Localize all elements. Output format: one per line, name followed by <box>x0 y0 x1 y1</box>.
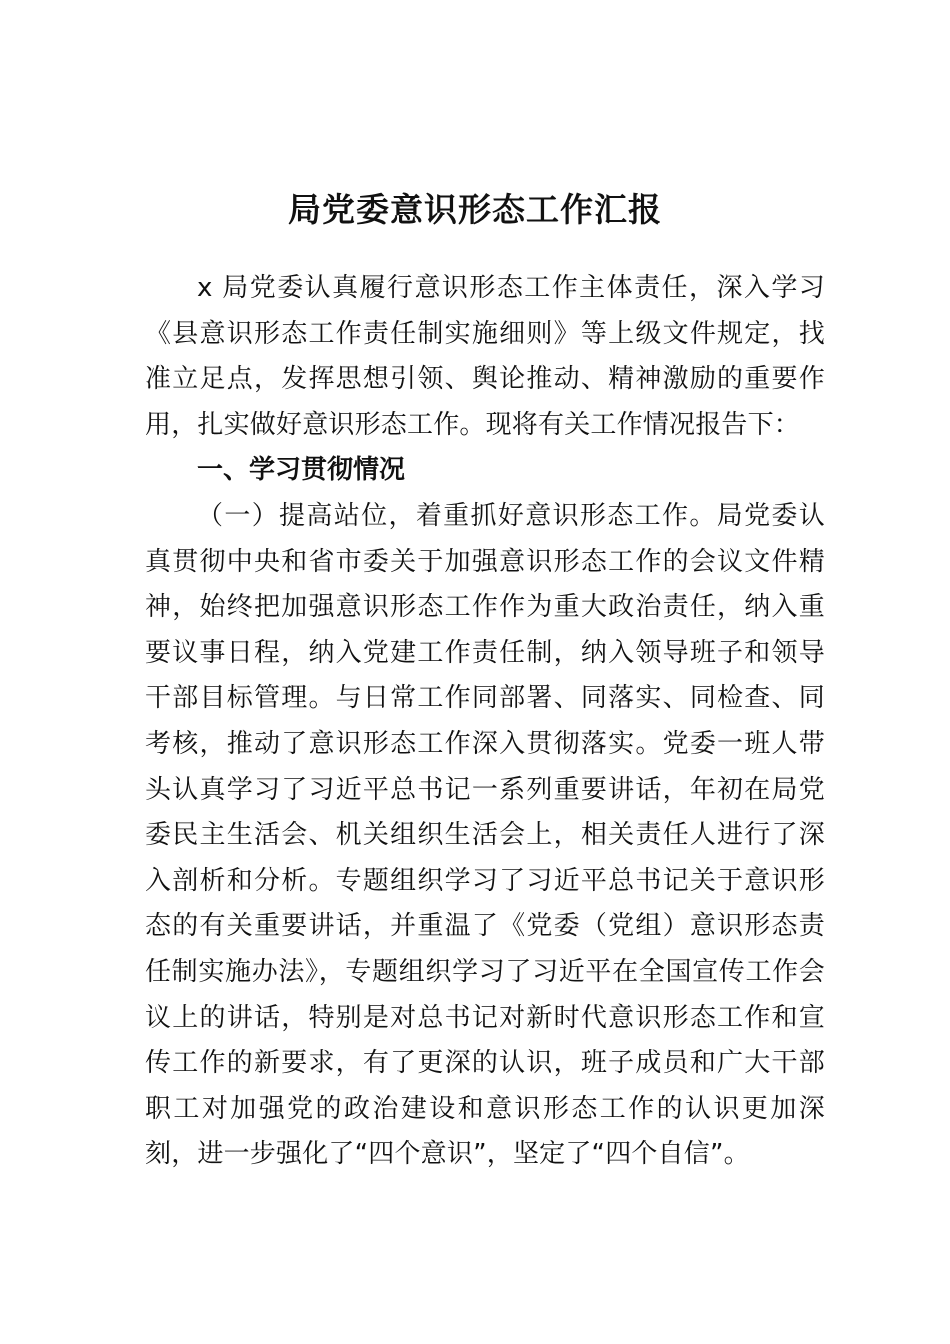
intro-paragraph: x 局党委认真履行意识形态工作主体责任，深入学习《县意识形态工作责任制实施细则》等上级文件规定，找准立足点，发挥思想引领、舆论推动、精神激励的重要作用，扎实做好意识形态工作。现将有关工作情况报告下： <box>145 273 825 440</box>
section-heading-1: 一、学习贯彻情况 <box>197 455 406 485</box>
document-title: 局党委意识形态工作汇报 <box>288 190 662 229</box>
section-1-paragraph-1: （一）提高站位，着重抓好意识形态工作。局党委认真贯彻中央和省市委关于加强意识形态工作的会议文件精神，始终把加强意识形态工作作为重大政治责任，纳入重要议事日程，纳入党建工作责任制，纳入领导班子和领导干部目标管理。与日常工作同部署、同落实、同检查、同考核，推动了意识形态工作深入贯彻落实。党委一班人带头认真学习了习近平总书记一系列重要讲话，年初在局党委民主生活会、机关组织生活会上，相关责任人进行了深入剖析和分析。专题组织学习了习近平总书记关于意识形态的有关重要讲话，并重温了《党委（党组）意识形态责任制实施办法》，专题组织学习了习近平在全国宣传工作会议上的讲话，特别是对总书记对新时代意识形态工作和宣传工作的新要求，有了更深的认识，班子成员和广大干部职工对加强党的政治建设和意识形态工作的认识更加深刻，进一步强化了“四个意识”，坚定了“四个自信”。 <box>145 501 825 1170</box>
